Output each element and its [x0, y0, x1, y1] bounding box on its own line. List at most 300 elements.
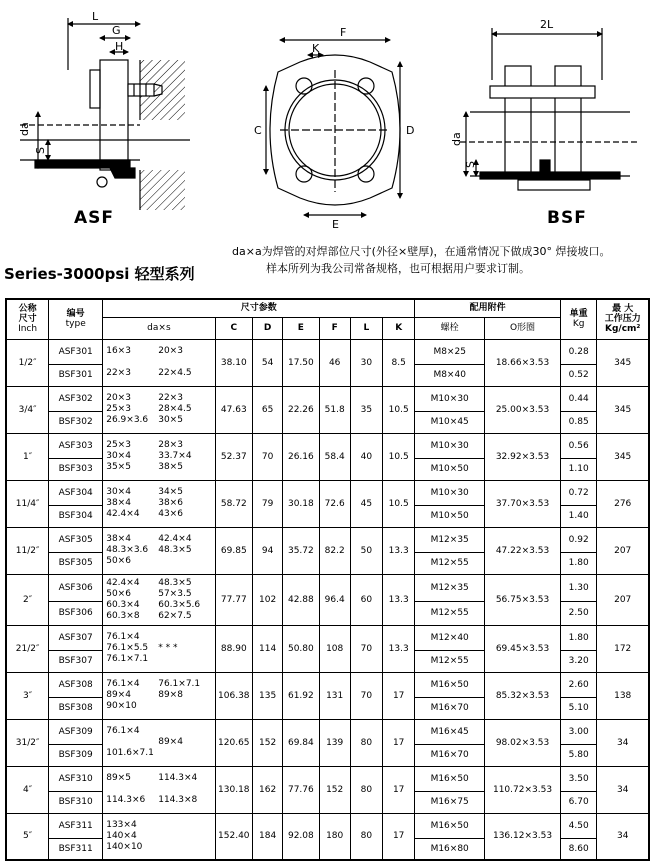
da-line [106, 415, 214, 426]
pressure-cell: 345 [597, 339, 649, 386]
bolt-cell: M16×50 [415, 766, 485, 791]
type-cell: ASF310 [49, 766, 103, 791]
da-line [106, 773, 214, 784]
header-code: 编号 type [49, 299, 103, 339]
da-value: 76.1×7.1 [158, 679, 201, 689]
bolt-cell: M10×30 [415, 386, 485, 411]
type-cell: ASF307 [49, 625, 103, 650]
oring-cell: 18.66×3.53 [485, 339, 561, 386]
da-cell [103, 527, 215, 574]
dim-e-cell: 69.84 [283, 719, 319, 766]
oring-cell: 32.92×3.53 [485, 433, 561, 480]
dim-f-cell: 139 [319, 719, 350, 766]
table-row [6, 672, 649, 697]
da-cell [103, 813, 215, 860]
da-value: 26.9×3.6 [106, 415, 149, 425]
dim-l-cell: 35 [350, 386, 382, 433]
da-line [106, 368, 214, 379]
weight-cell: 1.80 [560, 625, 596, 650]
dim-f-cell: 58.4 [319, 433, 350, 480]
spec-table-body [6, 339, 649, 860]
da-value: 133×4 [106, 819, 137, 830]
type-cell: BSF308 [49, 697, 103, 719]
pressure-cell: 276 [597, 480, 649, 527]
dim-d-cell: 94 [253, 527, 283, 574]
da-value: 22×3 [106, 368, 131, 378]
da-value: 76.1×5.5 [106, 643, 149, 653]
da-value: 60.3×5.6 [158, 599, 201, 610]
da-line [106, 487, 214, 498]
asf-label: ASF [74, 208, 115, 228]
type-cell: ASF311 [49, 813, 103, 838]
dim-c-cell: 47.63 [215, 386, 252, 433]
weight-cell: 0.44 [560, 386, 596, 411]
asf-dim-g: G [112, 24, 121, 37]
dim-f-cell: 72.6 [319, 480, 350, 527]
dim-l-cell: 80 [350, 813, 382, 860]
type-cell: BSF309 [49, 744, 103, 766]
dim-l-cell: 60 [350, 574, 382, 625]
da-value: 50×6 [106, 556, 131, 566]
da-cell [103, 386, 215, 433]
series-title: Series-3000psi 轻型系列 [4, 265, 195, 283]
bsf-drawing [460, 28, 640, 190]
bolt-cell: M12×55 [415, 601, 485, 625]
dim-l-cell: 45 [350, 480, 382, 527]
weight-cell: 4.50 [560, 813, 596, 838]
note-line-1: da×a为焊管的对焊部位尺寸(外径×壁厚)，在通常情况下做成30° 焊接坡口。 [232, 245, 611, 258]
da-line [106, 795, 214, 806]
da-value: 25×3 [106, 440, 131, 450]
dim-k-cell: 17 [383, 766, 415, 813]
dim-l-cell: 80 [350, 719, 382, 766]
dim-c-cell: 152.40 [215, 813, 252, 860]
spec-table [5, 298, 650, 861]
size-cell: 3/4″ [6, 386, 49, 433]
table-row [6, 433, 649, 458]
header-d: D [253, 317, 283, 339]
da-value: 62×7.5 [158, 610, 192, 621]
size-cell: 2″ [6, 574, 49, 625]
dim-e-cell: 92.08 [283, 813, 319, 860]
dim-e-cell: 42.88 [283, 574, 319, 625]
dim-e-cell: 50.80 [283, 625, 319, 672]
pressure-cell: 138 [597, 672, 649, 719]
type-cell: BSF303 [49, 458, 103, 480]
size-cell: 11/4″ [6, 480, 49, 527]
header-k: K [383, 317, 415, 339]
pressure-cell: 345 [597, 386, 649, 433]
bolt-cell: M12×55 [415, 650, 485, 672]
da-value: 42.4×4 [106, 509, 140, 519]
dim-c-cell: 38.10 [215, 339, 252, 386]
dim-f-cell: 82.2 [319, 527, 350, 574]
header-e: E [283, 317, 319, 339]
pressure-cell: 34 [597, 719, 649, 766]
da-value: 48.3×3.6 [106, 545, 149, 555]
weight-cell: 1.80 [560, 552, 596, 574]
weight-cell: 5.80 [560, 744, 596, 766]
da-value: 43×6 [158, 509, 183, 519]
da-line [106, 737, 214, 748]
type-cell: BSF307 [49, 650, 103, 672]
da-value: 35×5 [106, 462, 131, 472]
weight-cell: 0.85 [560, 411, 596, 433]
pressure-cell: 345 [597, 433, 649, 480]
da-line [106, 556, 214, 567]
pressure-cell: 207 [597, 574, 649, 625]
table-row [6, 574, 649, 601]
da-value: 76.1×4 [106, 679, 140, 689]
dim-d-cell: 54 [253, 339, 283, 386]
dim-k-cell: 17 [383, 813, 415, 860]
dim-d-cell: 152 [253, 719, 283, 766]
dim-d-cell: 162 [253, 766, 283, 813]
da-line [106, 462, 214, 473]
size-cell: 11/2″ [6, 527, 49, 574]
bolt-cell: M8×40 [415, 364, 485, 386]
asf-dim-s: S [34, 147, 47, 154]
asf-dim-h: H [115, 40, 124, 53]
da-line [106, 726, 214, 737]
bsf-dim-s: S [464, 161, 477, 168]
dim-f-cell: 152 [319, 766, 350, 813]
type-cell: ASF305 [49, 527, 103, 552]
header-bolt: 螺栓 [415, 317, 485, 339]
weight-cell: 8.60 [560, 838, 596, 860]
dim-f-cell: 96.4 [319, 574, 350, 625]
header-accessories: 配用附件 [415, 299, 561, 317]
da-line [106, 509, 214, 520]
dim-c-cell: 77.77 [215, 574, 252, 625]
da-line [106, 357, 214, 368]
bolt-cell: M10×30 [415, 480, 485, 505]
bolt-cell: M10×30 [415, 433, 485, 458]
da-value: 90×10 [106, 701, 137, 711]
dim-k-cell: 10.5 [383, 386, 415, 433]
da-line [106, 784, 214, 795]
da-cell [103, 766, 215, 813]
dim-k-cell: 10.5 [383, 433, 415, 480]
da-line [106, 748, 214, 759]
da-line [106, 578, 214, 589]
type-cell: BSF302 [49, 411, 103, 433]
type-cell: ASF304 [49, 480, 103, 505]
oring-cell: 37.70×3.53 [485, 480, 561, 527]
dim-f-cell: 46 [319, 339, 350, 386]
da-value: 34×5 [158, 487, 183, 497]
da-cell [103, 672, 215, 719]
da-line [106, 679, 214, 690]
weight-cell: 3.00 [560, 719, 596, 744]
da-line [106, 440, 214, 451]
header-l: L [350, 317, 382, 339]
da-line [106, 701, 214, 712]
da-cell [103, 480, 215, 527]
bolt-cell: M16×70 [415, 697, 485, 719]
bolt-cell: M16×50 [415, 672, 485, 697]
asf-drawing [20, 18, 190, 210]
da-line [106, 346, 214, 357]
weight-cell: 1.30 [560, 574, 596, 601]
da-value: 101.6×7.1 [106, 748, 154, 758]
weight-cell: 0.56 [560, 433, 596, 458]
dim-d-cell: 135 [253, 672, 283, 719]
weight-cell: 0.52 [560, 364, 596, 386]
type-cell: BSF301 [49, 364, 103, 386]
flange-dim-k: K [312, 42, 320, 55]
oring-cell: 98.02×3.53 [485, 719, 561, 766]
pressure-cell: 207 [597, 527, 649, 574]
da-value: 42.4×4 [106, 577, 140, 588]
dim-f-cell: 131 [319, 672, 350, 719]
header-nominal: 公称 尺寸 Inch [6, 299, 49, 339]
table-row [6, 719, 649, 744]
type-cell: BSF306 [49, 601, 103, 625]
weight-cell: 1.10 [560, 458, 596, 480]
technical-drawings [0, 0, 657, 235]
bolt-cell: M16×70 [415, 744, 485, 766]
da-line [106, 632, 214, 643]
type-cell: BSF311 [49, 838, 103, 860]
dim-d-cell: 79 [253, 480, 283, 527]
type-cell: BSF305 [49, 552, 103, 574]
type-cell: ASF302 [49, 386, 103, 411]
da-line [106, 534, 214, 545]
da-value: 16×3 [106, 346, 131, 356]
dim-l-cell: 30 [350, 339, 382, 386]
flange-dim-f: F [340, 26, 347, 39]
da-cell [103, 625, 215, 672]
pressure-cell: 172 [597, 625, 649, 672]
dim-c-cell: 58.72 [215, 480, 252, 527]
header-c: C [215, 317, 252, 339]
oring-cell: 69.45×3.53 [485, 625, 561, 672]
dim-k-cell: 13.3 [383, 625, 415, 672]
da-line [106, 451, 214, 462]
dim-d-cell: 65 [253, 386, 283, 433]
da-value: * * * [158, 643, 178, 653]
da-value: 38×6 [158, 498, 183, 508]
bolt-cell: M16×50 [415, 813, 485, 838]
bolt-cell: M16×75 [415, 791, 485, 813]
dim-f-cell: 180 [319, 813, 350, 860]
oring-cell: 25.00×3.53 [485, 386, 561, 433]
size-cell: 1″ [6, 433, 49, 480]
da-value: 38×4 [106, 498, 131, 508]
da-line [106, 404, 214, 415]
oring-cell: 110.72×3.53 [485, 766, 561, 813]
type-cell: ASF309 [49, 719, 103, 744]
dim-l-cell: 70 [350, 625, 382, 672]
type-cell: ASF303 [49, 433, 103, 458]
dim-k-cell: 10.5 [383, 480, 415, 527]
dim-e-cell: 17.50 [283, 339, 319, 386]
weight-cell: 6.70 [560, 791, 596, 813]
flange-drawing [266, 40, 400, 215]
dim-k-cell: 13.3 [383, 527, 415, 574]
flange-dim-e: E [332, 218, 339, 231]
da-value: 89×5 [106, 773, 131, 783]
oring-cell: 56.75×3.53 [485, 574, 561, 625]
weight-cell: 0.28 [560, 339, 596, 364]
da-line [106, 393, 214, 404]
bolt-cell: M12×35 [415, 574, 485, 601]
type-cell: ASF301 [49, 339, 103, 364]
dim-l-cell: 50 [350, 527, 382, 574]
flange-dim-d: D [406, 124, 415, 137]
size-cell: 5″ [6, 813, 49, 860]
da-value: 76.1×4 [106, 632, 140, 642]
dim-e-cell: 30.18 [283, 480, 319, 527]
da-value: 114.3×4 [158, 773, 198, 783]
da-value: 60.3×4 [106, 599, 140, 610]
dim-e-cell: 22.26 [283, 386, 319, 433]
size-cell: 4″ [6, 766, 49, 813]
da-value: 89×4 [158, 737, 183, 747]
type-cell: ASF306 [49, 574, 103, 601]
dim-c-cell: 130.18 [215, 766, 252, 813]
bolt-cell: M10×50 [415, 505, 485, 527]
da-line [106, 589, 214, 600]
dim-l-cell: 70 [350, 672, 382, 719]
da-value: 89×4 [106, 690, 131, 700]
da-line [106, 842, 214, 853]
da-value: 25×3 [106, 404, 131, 414]
dim-e-cell: 35.72 [283, 527, 319, 574]
weight-cell: 3.20 [560, 650, 596, 672]
weight-cell: 0.92 [560, 527, 596, 552]
dim-c-cell: 106.38 [215, 672, 252, 719]
table-row [6, 339, 649, 364]
oring-cell: 85.32×3.53 [485, 672, 561, 719]
bolt-cell: M12×55 [415, 552, 485, 574]
table-row [6, 527, 649, 552]
type-cell: BSF310 [49, 791, 103, 813]
oring-cell: 47.22×3.53 [485, 527, 561, 574]
da-value: 89×8 [158, 690, 183, 700]
dim-c-cell: 52.37 [215, 433, 252, 480]
pressure-cell: 34 [597, 766, 649, 813]
dim-l-cell: 40 [350, 433, 382, 480]
da-value: 22×4.5 [158, 368, 192, 378]
da-cell [103, 433, 215, 480]
dim-d-cell: 184 [253, 813, 283, 860]
da-line [106, 611, 214, 622]
da-line [106, 831, 214, 842]
da-value: 140×4 [106, 830, 137, 841]
type-cell: ASF308 [49, 672, 103, 697]
dim-k-cell: 17 [383, 672, 415, 719]
bolt-cell: M10×45 [415, 411, 485, 433]
dim-c-cell: 69.85 [215, 527, 252, 574]
note-line-2: 样本所列为我公司常备规格，也可根据用户要求订制。 [266, 262, 530, 275]
da-value: 76.1×7.1 [106, 654, 149, 664]
bolt-cell: M12×35 [415, 527, 485, 552]
da-cell [103, 719, 215, 766]
da-value: 48.3×5 [158, 545, 192, 555]
dim-e-cell: 77.76 [283, 766, 319, 813]
da-value: 42.4×4 [158, 534, 192, 544]
bolt-cell: M16×80 [415, 838, 485, 860]
bolt-cell: M12×40 [415, 625, 485, 650]
header-dims-group: 尺寸参数 [103, 299, 415, 317]
weight-cell: 5.10 [560, 697, 596, 719]
asf-dim-da: da [18, 122, 31, 136]
da-line [106, 498, 214, 509]
header-pressure: 最 大 工作压力 Kg/cm² [597, 299, 649, 339]
weight-cell: 0.72 [560, 480, 596, 505]
dim-e-cell: 61.92 [283, 672, 319, 719]
dim-k-cell: 8.5 [383, 339, 415, 386]
header-f: F [319, 317, 350, 339]
pressure-cell: 34 [597, 813, 649, 860]
dim-c-cell: 120.65 [215, 719, 252, 766]
table-row [6, 480, 649, 505]
bolt-cell: M10×50 [415, 458, 485, 480]
da-value: 22×3 [158, 393, 183, 403]
size-cell: 3″ [6, 672, 49, 719]
da-value: 140×10 [106, 841, 143, 852]
dim-f-cell: 51.8 [319, 386, 350, 433]
da-value: 28×4.5 [158, 404, 192, 414]
header-da: da×s [103, 317, 215, 339]
weight-cell: 1.40 [560, 505, 596, 527]
dim-f-cell: 108 [319, 625, 350, 672]
da-value: 76.1×4 [106, 726, 140, 736]
dim-k-cell: 13.3 [383, 574, 415, 625]
da-line [106, 820, 214, 831]
da-value: 30×5 [158, 415, 183, 425]
da-line [106, 600, 214, 611]
header-oring: O形圈 [485, 317, 561, 339]
da-value: 48.3×5 [158, 577, 192, 588]
da-value: 38×5 [158, 462, 183, 472]
dim-d-cell: 70 [253, 433, 283, 480]
flange-dim-c: C [254, 124, 262, 137]
bolt-cell: M16×45 [415, 719, 485, 744]
dim-d-cell: 114 [253, 625, 283, 672]
table-row [6, 625, 649, 650]
dim-l-cell: 80 [350, 766, 382, 813]
da-cell [103, 574, 215, 625]
da-value: 60.3×8 [106, 610, 140, 621]
size-cell: 31/2″ [6, 719, 49, 766]
da-value: 20×3 [106, 393, 131, 403]
size-cell: 21/2″ [6, 625, 49, 672]
size-cell: 1/2″ [6, 339, 49, 386]
da-value: 38×4 [106, 534, 131, 544]
bsf-dim-da: da [450, 132, 463, 146]
da-line [106, 654, 214, 665]
da-value: 28×3 [158, 440, 183, 450]
table-row [6, 386, 649, 411]
asf-dim-l: L [92, 10, 99, 23]
oring-cell: 136.12×3.53 [485, 813, 561, 860]
da-value: 57×3.5 [158, 588, 192, 599]
dim-d-cell: 102 [253, 574, 283, 625]
bsf-label: BSF [547, 208, 587, 228]
da-value: 30×4 [106, 487, 131, 497]
bsf-dim-2l: 2L [540, 18, 554, 31]
dim-k-cell: 17 [383, 719, 415, 766]
da-line [106, 690, 214, 701]
table-row [6, 766, 649, 791]
da-value: 50×6 [106, 588, 131, 599]
da-value: 33.7×4 [158, 451, 192, 461]
dim-e-cell: 26.16 [283, 433, 319, 480]
bolt-cell: M8×25 [415, 339, 485, 364]
